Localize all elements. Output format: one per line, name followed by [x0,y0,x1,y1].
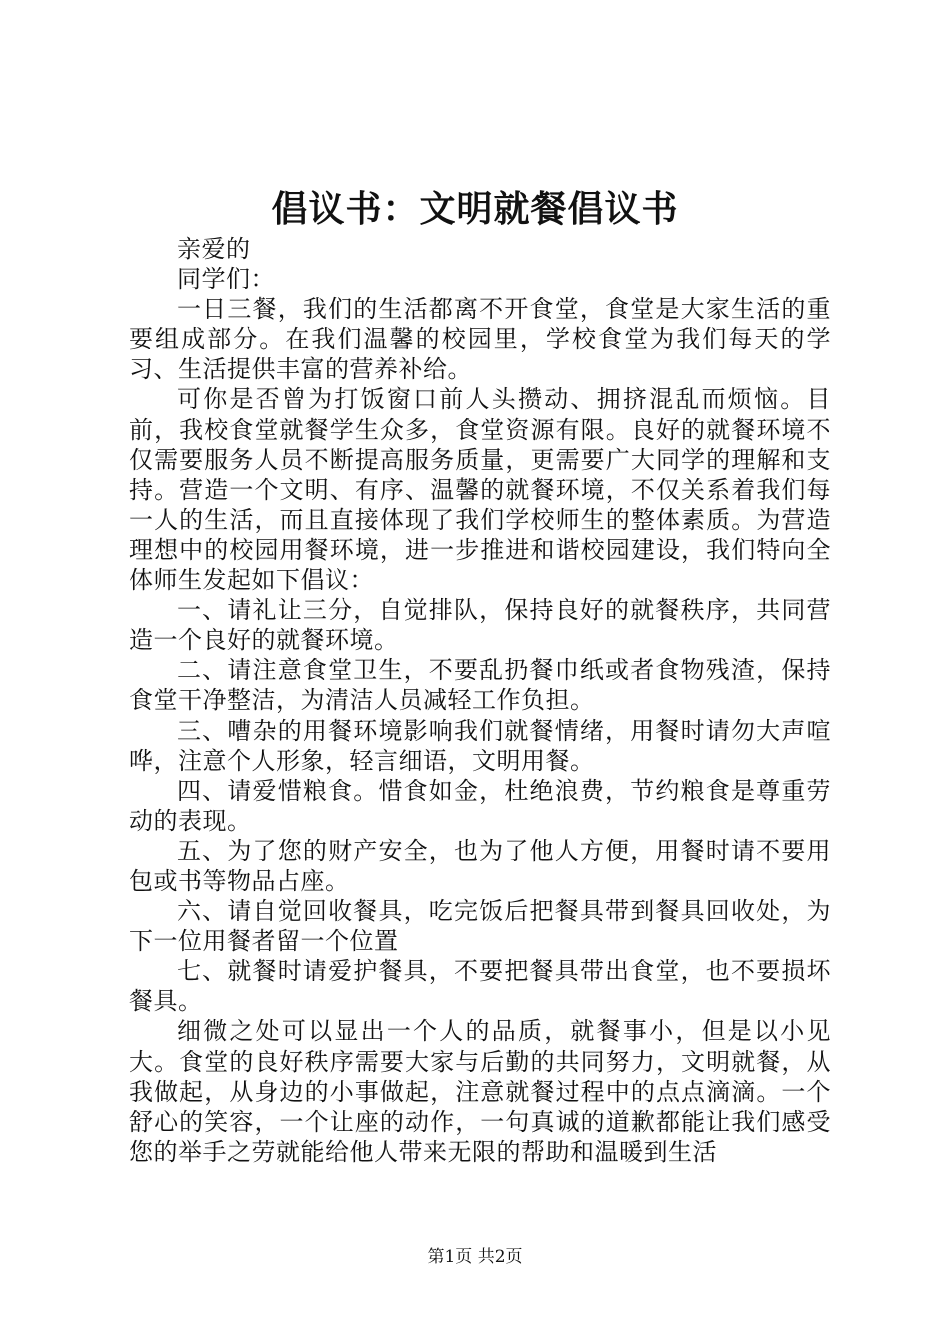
proposal-item-4: 四、请爱惜粮食。惜食如金，杜绝浪费，节约粮食是尊重劳动的表现。 [129,776,831,835]
closing-paragraph: 细微之处可以显出一个人的品质，就餐事小，但是以小见大。食堂的良好秩序需要大家与后勤的共同努力，文明就餐，从我做起，从身边的小事做起，注意就餐过程中的点点滴滴。一个舒心的笑容，一个让座的动作，一句真诚的道歉都能让我们感受您的举手之劳就能给他人带来无限的帮助和温暖到生活 [129,1017,831,1166]
context-paragraph: 可你是否曾为打饭窗口前人头攒动、拥挤混乱而烦恼。目前，我校食堂就餐学生众多，食堂资源有限。良好的就餐环境不仅需要服务人员不断提高服务质量，更需要广大同学的理解和支持。营造一个文明、有序、温馨的就餐环境，不仅关系着我们每一人的生活，而且直接体现了我们学校师生的整体素质。为营造理想中的校园用餐环境，进一步推进和谐校园建设，我们特向全体师生发起如下倡议： [129,385,831,595]
proposal-item-3: 三、嘈杂的用餐环境影响我们就餐情绪，用餐时请勿大声喧哗，注意个人形象，轻言细语，文明用餐。 [129,716,831,775]
proposal-item-7: 七、就餐时请爱护餐具，不要把餐具带出食堂，也不要损坏餐具。 [129,957,831,1016]
proposal-item-5: 五、为了您的财产安全，也为了他人方便，用餐时请不要用包或书等物品占座。 [129,836,831,895]
document-body [129,234,831,1167]
proposal-item-6: 六、请自觉回收餐具，吃完饭后把餐具带到餐具回收处，为下一位用餐者留一个位置 [129,897,831,956]
page-indicator: 第1页 共2页 [427,1247,523,1267]
salutation-line-1: 亲爱的 [177,235,251,263]
proposal-item-1: 一、请礼让三分，自觉排队，保持良好的就餐秩序，共同营造一个良好的就餐环境。 [129,596,831,655]
intro-paragraph: 一日三餐，我们的生活都离不开食堂，食堂是大家生活的重要组成部分。在我们温馨的校园里，学校食堂为我们每天的学习、生活提供丰富的营养补给。 [129,295,831,384]
salutation-line-2: 同学们： [177,265,275,294]
document-title: 倡议书：文明就餐倡议书 [271,188,679,230]
proposal-item-2: 二、请注意食堂卫生，不要乱扔餐巾纸或者食物残渣，保持食堂干净整洁，为清洁人员减轻工作负担。 [129,656,831,715]
